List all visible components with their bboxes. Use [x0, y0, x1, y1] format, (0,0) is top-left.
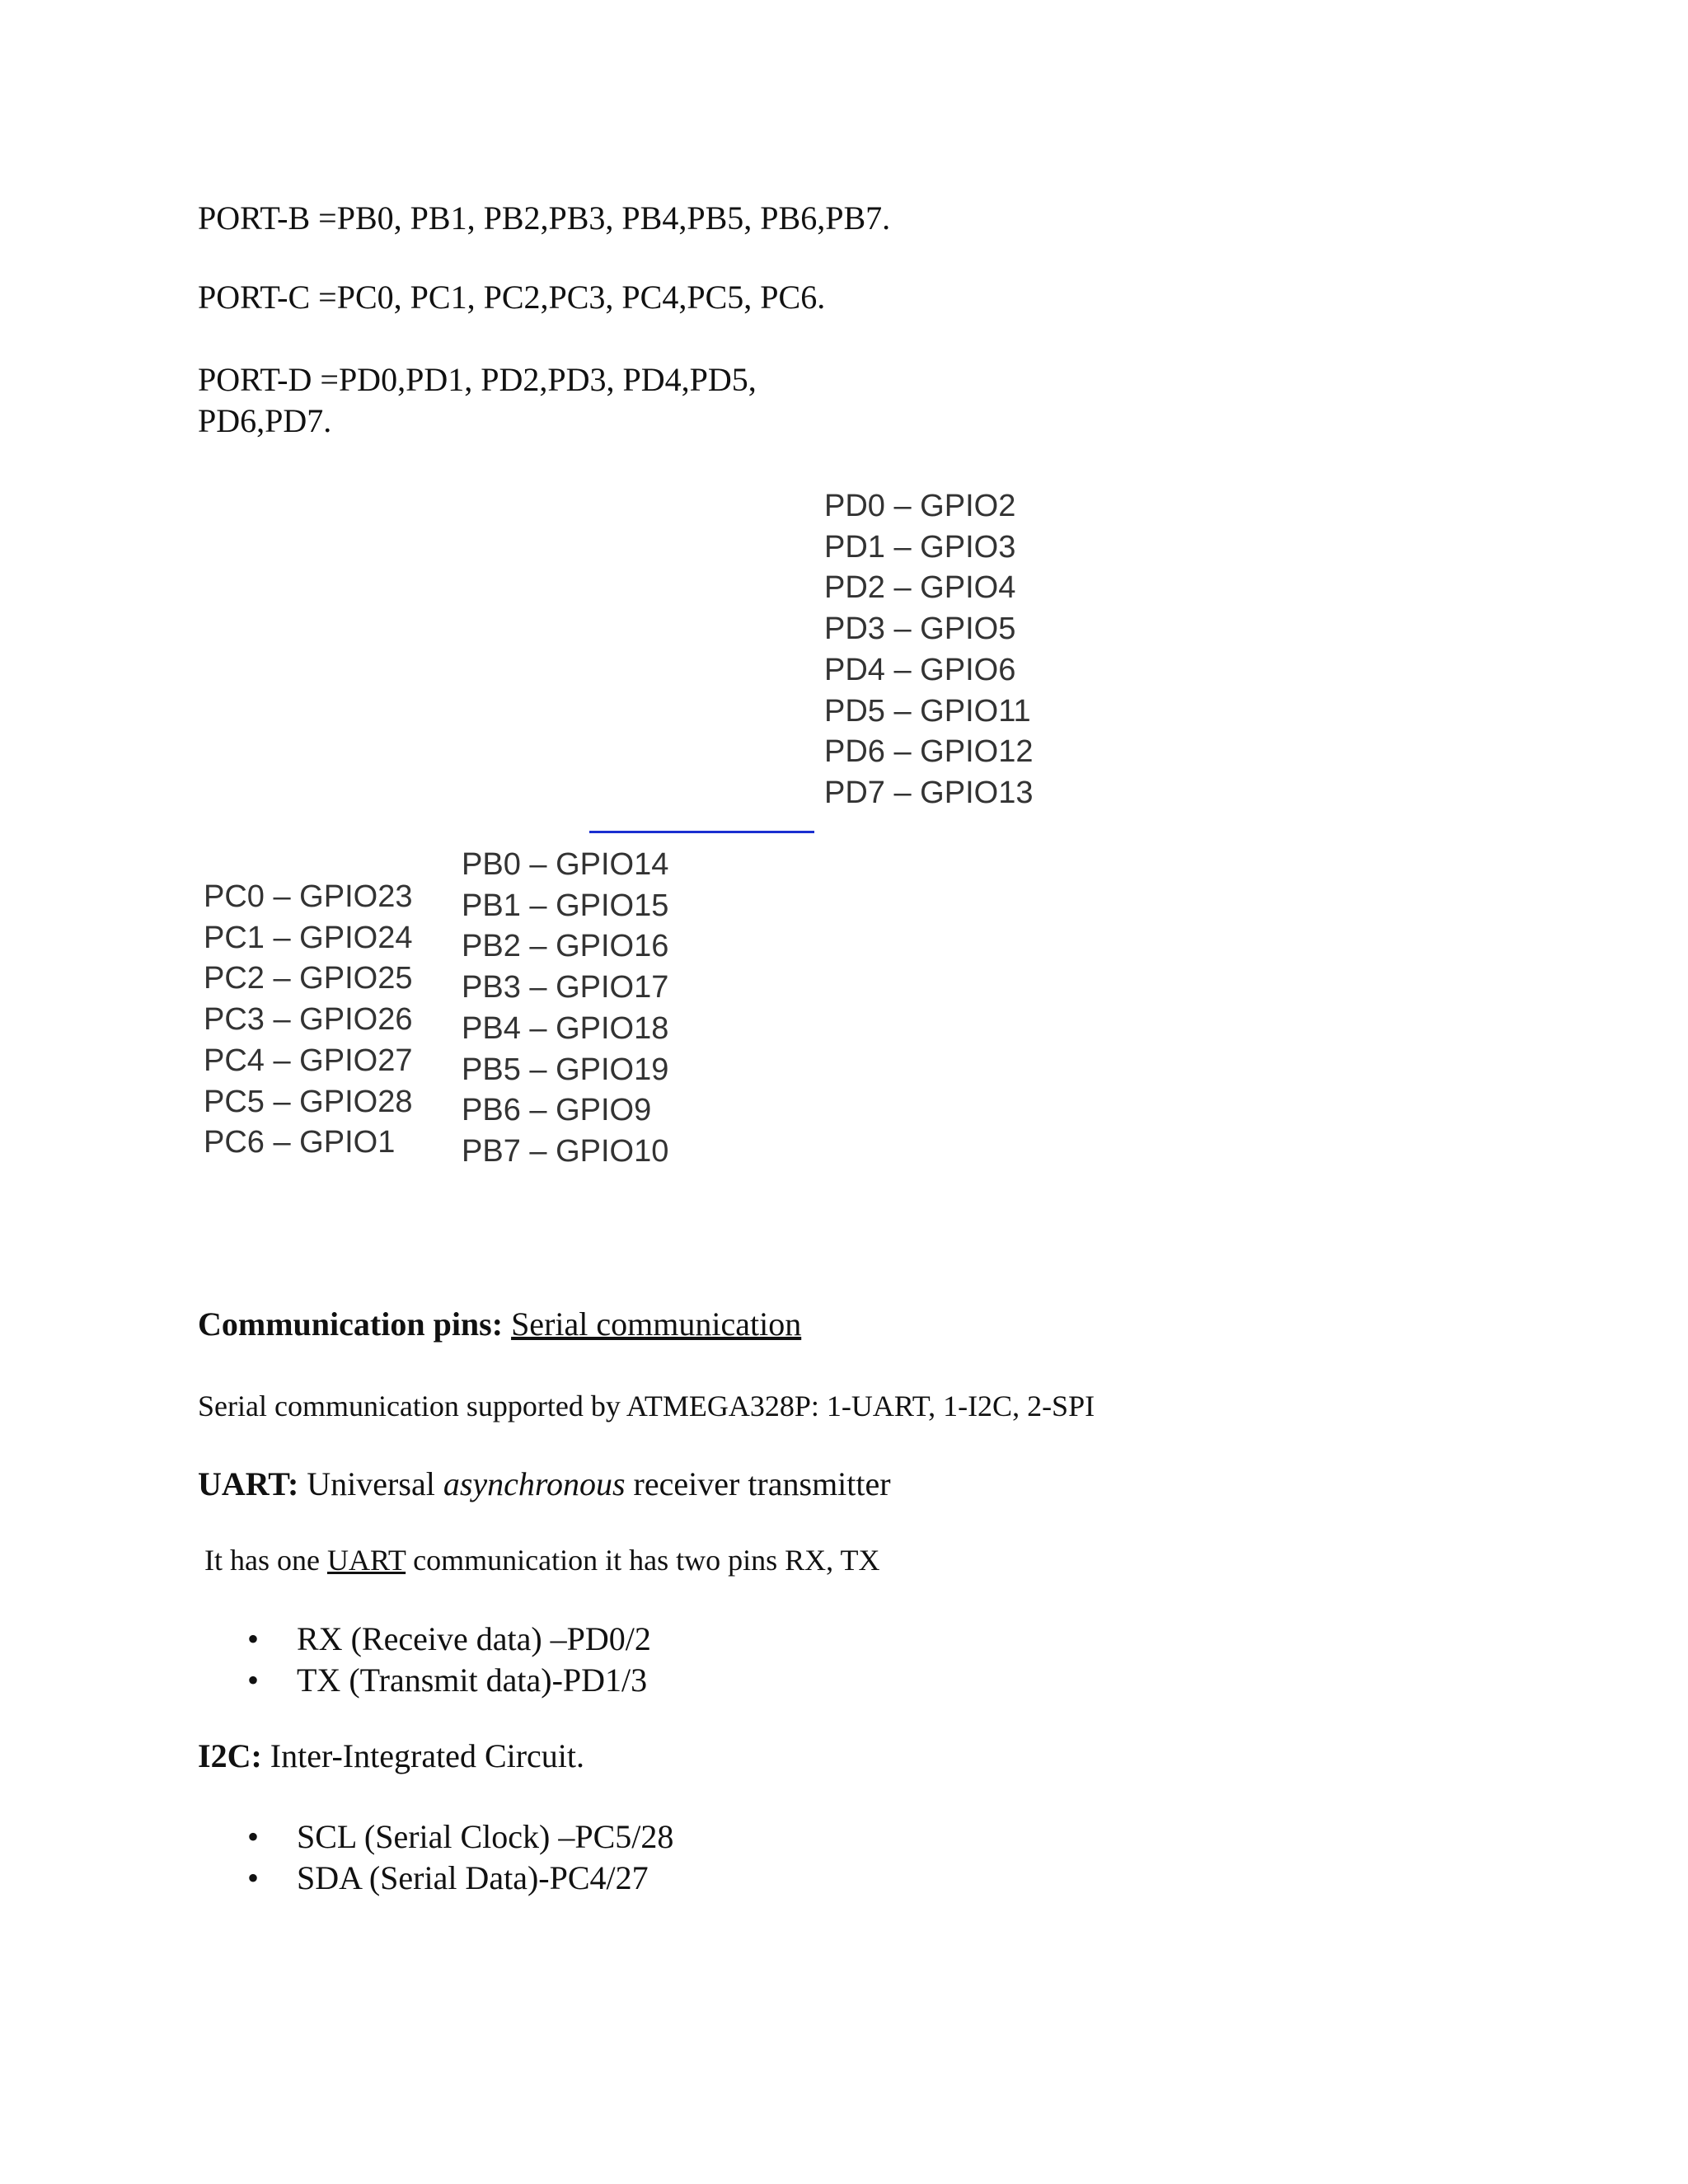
uart-note-end: communication it has two pins RX, TX [413, 1544, 880, 1577]
pin-row: PB6 – GPIO9 [462, 1093, 652, 1128]
comm-heading-label: Communication pins: [198, 1305, 504, 1343]
pin-row: PD5 – GPIO11 [824, 693, 1031, 729]
pin-row: PB2 – GPIO16 [462, 929, 669, 964]
pin-row: PB4 – GPIO18 [462, 1010, 669, 1046]
uart-note-start: It has one [204, 1544, 320, 1577]
pin-row: PD4 – GPIO6 [824, 652, 1016, 687]
pin-row: PD3 – GPIO5 [824, 612, 1016, 647]
port-b-line: PORT-B =PB0, PB1, PB2,PB3, PB4,PB5, PB6,PB7. [198, 199, 891, 237]
i2c-sda-pin: SDA (Serial Data)-PC4/27 [297, 1859, 649, 1896]
pin-row: PD1 – GPIO3 [824, 529, 1016, 565]
i2c-pin-list [198, 1816, 673, 1899]
i2c-heading [198, 1736, 584, 1777]
pin-row: PD2 – GPIO4 [824, 570, 1016, 606]
uart-desc-end: receiver transmitter [633, 1465, 891, 1502]
uart-pin-list [198, 1619, 651, 1701]
uart-heading [198, 1464, 891, 1505]
bullet-icon: • [247, 1620, 260, 1657]
list-item [198, 1619, 651, 1660]
i2c-desc: Inter-Integrated Circuit. [270, 1737, 585, 1774]
pin-row: PC0 – GPIO23 [204, 879, 413, 914]
pin-row: PB5 – GPIO19 [462, 1052, 669, 1087]
list-item [198, 1816, 673, 1858]
uart-note-underlined: UART [326, 1544, 406, 1577]
port-d-line-1: PORT-D =PD0,PD1, PD2,PD3, PD4,PD5, [198, 361, 757, 398]
pin-row: PB7 – GPIO10 [462, 1133, 669, 1169]
comm-heading [198, 1304, 801, 1345]
pin-row: PC5 – GPIO28 [204, 1084, 413, 1119]
supported-interfaces: Serial communication supported by ATMEGA328P: 1-UART, 1-I2C, 2-SPI [198, 1390, 1095, 1422]
uart-desc-italic: asynchronous [443, 1465, 626, 1502]
i2c-label: I2C: [198, 1737, 262, 1774]
port-d-line-2: PD6,PD7. [198, 402, 332, 439]
pb-pin-map [462, 845, 668, 1173]
uart-label: UART: [198, 1465, 299, 1502]
uart-tx-pin: TX (Transmit data)-PD1/3 [297, 1661, 648, 1699]
list-item [198, 1660, 651, 1701]
pin-row: PC1 – GPIO24 [204, 920, 413, 955]
pc-pin-map [204, 877, 412, 1164]
divider-line [589, 831, 814, 833]
list-item [198, 1858, 673, 1899]
pin-row: PC2 – GPIO25 [204, 961, 413, 996]
pd-pin-map [824, 486, 1033, 814]
pin-row: PD6 – GPIO12 [824, 734, 1034, 770]
bullet-icon: • [247, 1661, 260, 1699]
pin-row: PC6 – GPIO1 [204, 1125, 396, 1160]
uart-rx-pin: RX (Receive data) –PD0/2 [297, 1620, 651, 1657]
pin-row: PB0 – GPIO14 [462, 847, 669, 882]
pin-row: PD0 – GPIO2 [824, 489, 1016, 523]
uart-note [204, 1541, 879, 1579]
port-c-line: PORT-C =PC0, PC1, PC2,PC3, PC4,PC5, PC6. [198, 279, 826, 316]
bullet-icon: • [247, 1818, 260, 1855]
pin-row: PC3 – GPIO26 [204, 1002, 413, 1038]
pin-row: PC4 – GPIO27 [204, 1043, 413, 1078]
uart-desc-start: Universal [307, 1465, 435, 1502]
bullet-icon: • [247, 1859, 260, 1896]
pin-row: PB1 – GPIO15 [462, 888, 669, 923]
pin-row: PD7 – GPIO13 [824, 775, 1034, 810]
i2c-scl-pin: SCL (Serial Clock) –PC5/28 [297, 1818, 674, 1855]
serial-communication-link[interactable]: Serial communication [511, 1305, 802, 1343]
pin-row: PB3 – GPIO17 [462, 970, 669, 1005]
